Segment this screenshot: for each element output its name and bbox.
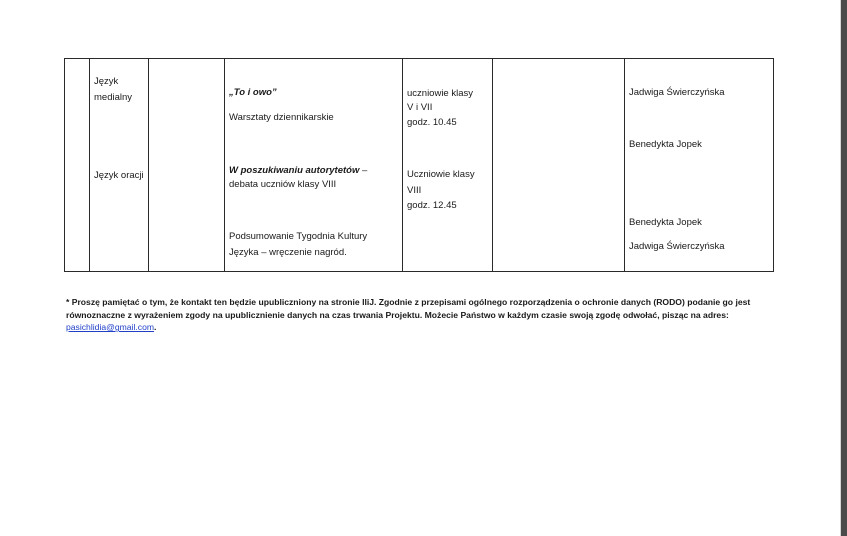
table-cell-events <box>225 59 403 272</box>
event-podsumowanie-line2: Języka – wręczenie nagród. <box>229 247 347 258</box>
scrollbar[interactable] <box>841 0 847 536</box>
table-cell-people <box>625 59 774 272</box>
audience-2-line1: Uczniowie klasy <box>407 169 475 180</box>
event-debata-title: W poszukiwaniu autorytetów – <box>229 165 368 176</box>
email-link[interactable]: pasichlidia@gmail.com <box>66 322 155 333</box>
table-cell-empty-6 <box>493 59 625 272</box>
audience-1-line1: uczniowie klasy <box>407 88 473 99</box>
topic-medialny-line1: Język <box>94 76 119 87</box>
schedule-table <box>64 58 774 272</box>
table-cell-topics <box>90 59 149 272</box>
table-cell-audience <box>403 59 493 272</box>
footnote-text: * Proszę pamiętać o tym, że kontakt ten będzie upubliczniony na stronie IliJ. Zgodnie z przepisami ogólnego rozporządzenia o ochronie danych (RODO) podanie go jest równoznaczne z wyrażeniem zgody na upublicznienie danych na czas trwania Projektu. Możecie Państwo w każdym czasie swoją zgodę odwołać, pisząc na adres: <box>66 297 751 320</box>
footnote <box>66 296 778 334</box>
event-to-i-owo-title: „To i owo” <box>229 87 277 98</box>
audience-1-line2: V i VII <box>407 102 433 113</box>
event-warsztaty-desc: Warsztaty dziennikarskie <box>229 112 334 123</box>
table-cell-empty-1 <box>65 59 90 272</box>
audience-2-time: godz. 12.45 <box>407 200 457 211</box>
person-jopek-1: Benedykta Jopek <box>629 139 702 150</box>
event-debata-desc: debata uczniów klasy VIII <box>229 179 337 190</box>
person-swierczynska-2: Jadwiga Świerczyńska <box>629 241 725 252</box>
person-swierczynska-1: Jadwiga Świerczyńska <box>629 87 725 98</box>
audience-2-line2: VIII <box>407 185 422 196</box>
table-cell-empty-3 <box>149 59 225 272</box>
table-row <box>65 59 774 272</box>
audience-1-time: godz. 10.45 <box>407 117 457 128</box>
topic-oracji: Język oracji <box>94 170 144 181</box>
event-podsumowanie-line1: Podsumowanie Tygodnia Kultury <box>229 231 368 242</box>
person-jopek-2: Benedykta Jopek <box>629 217 702 228</box>
footnote-suffix: . <box>154 322 157 333</box>
topic-medialny-line2: medialny <box>94 92 133 103</box>
